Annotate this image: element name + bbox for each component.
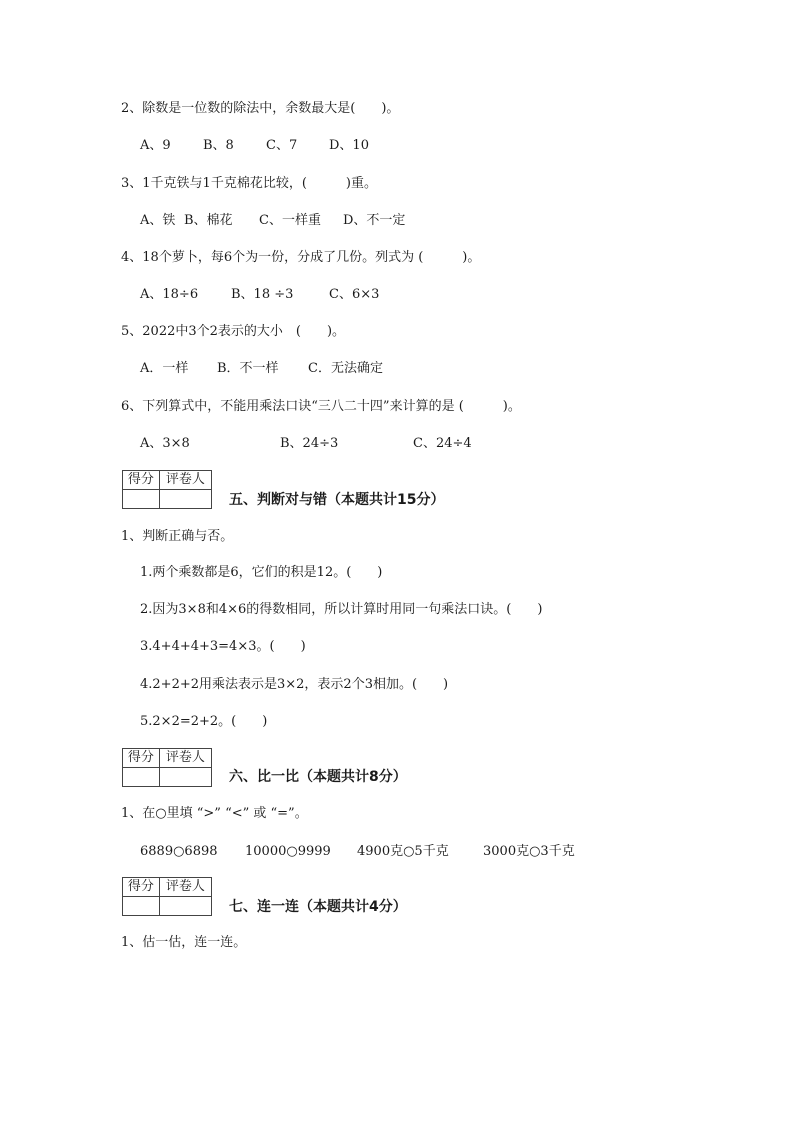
q5-option-c: C．无法确定 (308, 361, 383, 376)
q2-option-d: D、10 (329, 138, 369, 153)
q3-stem: 3、1千克铁与1千克棉花比较，( )重。 (121, 176, 377, 191)
grader-cell[interactable] (159, 490, 211, 509)
score-label: 得分 (123, 471, 160, 490)
q2-option-b: B、8 (203, 138, 234, 153)
compare-item-2: 10000○9999 (245, 844, 331, 859)
q3-option-c: C、一样重 (259, 213, 321, 228)
q6-option-c: C、24÷4 (413, 436, 472, 451)
score-box-section5 (122, 470, 212, 508)
section6-q1: 1、在○里填 “>” “<” 或 “=”。 (121, 806, 308, 821)
grader-label: 评卷人 (159, 471, 211, 490)
section5-item-3: 3.4+4+4+3=4×3。( ) (140, 639, 306, 654)
score-box-section6 (122, 748, 212, 786)
q4-stem: 4、18个萝卜，每6个为一份，分成了几份。列式为 ( )。 (121, 250, 481, 265)
score-label: 得分 (123, 749, 160, 768)
q5-option-a: A．一样 (140, 361, 189, 376)
q6-stem: 6、下列算式中，不能用乘法口诀“三八二十四”来计算的是 ( )。 (121, 399, 521, 414)
compare-item-4: 3000克○3千克 (483, 844, 575, 859)
score-cell[interactable] (123, 768, 160, 787)
section6-title: 六、比一比（本题共计8分） (229, 769, 407, 785)
score-cell[interactable] (123, 490, 160, 509)
section7-title: 七、连一连（本题共计4分） (229, 899, 407, 915)
q3-option-b: B、棉花 (184, 213, 233, 228)
section7-q1: 1、估一估，连一连。 (121, 935, 247, 950)
q5-options (0, 361, 794, 377)
q4-options (0, 287, 794, 303)
section5-item-2: 2.因为3×8和4×6的得数相同，所以计算时用同一句乘法口诀。( ) (140, 602, 543, 617)
grader-cell[interactable] (159, 768, 211, 787)
q2-options (0, 138, 794, 154)
score-cell[interactable] (123, 897, 160, 916)
section5-item-1: 1.两个乘数都是6，它们的积是12。( ) (140, 565, 383, 580)
q4-option-c: C、6×3 (329, 287, 380, 302)
section5-title: 五、判断对与错（本题共计15分） (229, 492, 445, 508)
q5-stem: 5、2022中3个2表示的大小 ( )。 (121, 324, 346, 339)
compare-item-3: 4900克○5千克 (357, 844, 449, 859)
compare-item-1: 6889○6898 (140, 844, 218, 859)
grader-label: 评卷人 (159, 878, 211, 897)
score-box-section7 (122, 877, 212, 915)
q4-option-a: A、18÷6 (140, 287, 199, 302)
q2-option-c: C、7 (266, 138, 298, 153)
grader-cell[interactable] (159, 897, 211, 916)
q2-stem: 2、除数是一位数的除法中，余数最大是( )。 (121, 101, 400, 116)
q6-option-b: B、24÷3 (280, 436, 339, 451)
q6-options (0, 436, 794, 452)
section5-item-4: 4.2+2+2用乘法表示是3×2，表示2个3相加。( ) (140, 677, 449, 692)
q4-option-b: B、18 ÷3 (231, 287, 294, 302)
q5-option-b: B．不一样 (217, 361, 279, 376)
q2-option-a: A、9 (140, 138, 171, 153)
section5-q1: 1、判断正确与否。 (121, 529, 234, 544)
grader-label: 评卷人 (159, 749, 211, 768)
q3-options (0, 213, 794, 229)
q3-option-a: A、铁 (140, 213, 176, 228)
section6-items (0, 844, 794, 860)
score-label: 得分 (123, 878, 160, 897)
q6-option-a: A、3×8 (140, 436, 190, 451)
section5-item-5: 5.2×2=2+2。( ) (140, 714, 268, 729)
q3-option-d: D、不一定 (343, 213, 406, 228)
